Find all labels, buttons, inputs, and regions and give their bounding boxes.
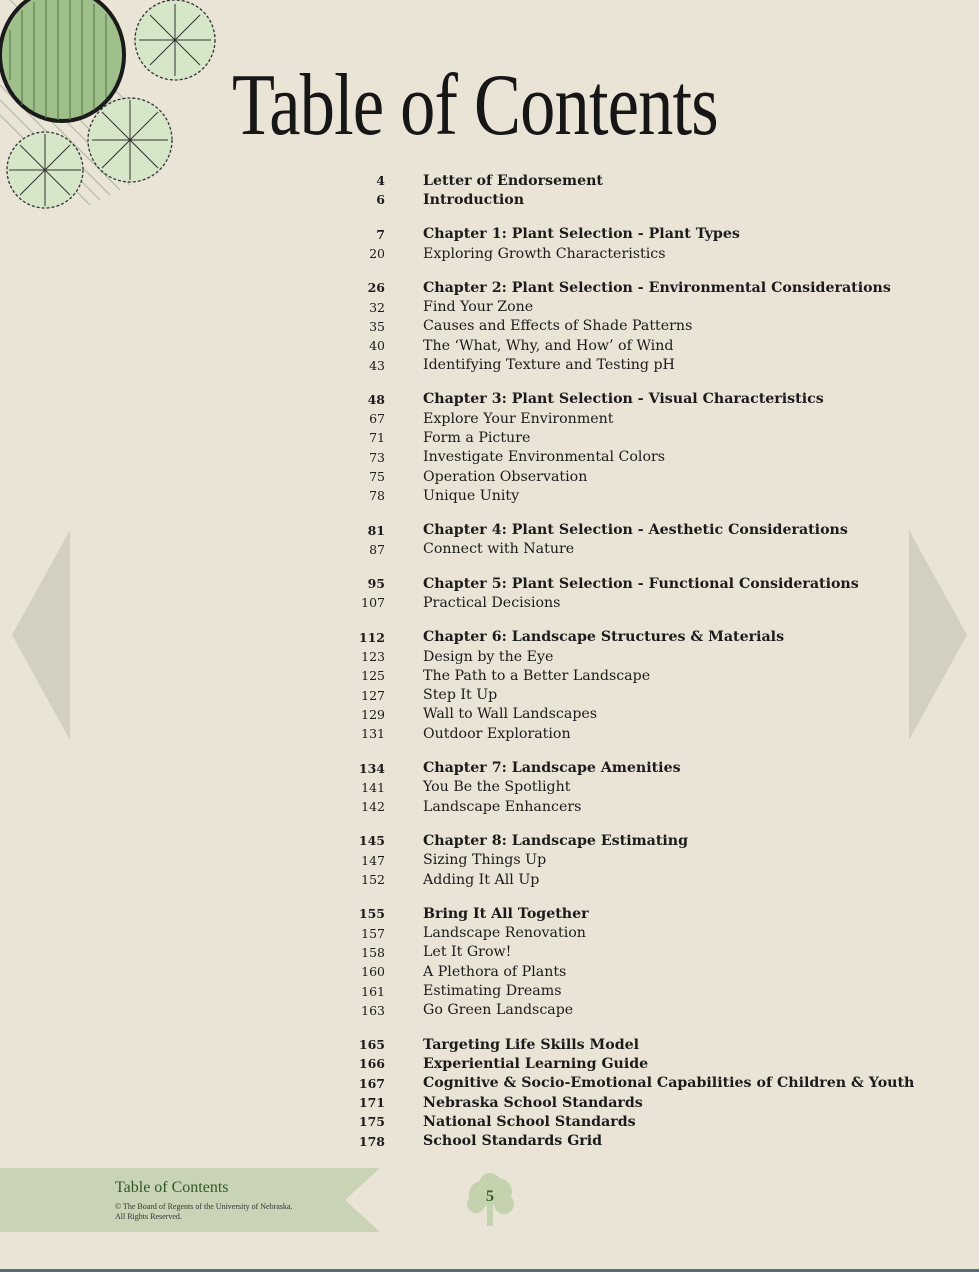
toc-heading-row[interactable] [340,390,960,409]
toc-entry-label: Chapter 4: Plant Selection - Aesthetic Considerations [423,522,848,539]
toc-page-number: 161 [361,983,385,999]
toc-entry-label: Cognitive & Socio-Emotional Capabilities of Children & Youth [423,1075,915,1092]
toc-entry-row[interactable] [340,943,960,962]
toc-page-number: 171 [358,1095,385,1111]
page-number: 5 [486,1188,494,1205]
toc-entry-label: Causes and Effects of Shade Patterns [423,318,693,335]
toc-entry-label: Sizing Things Up [423,852,547,869]
table-of-contents-list [340,171,960,1166]
toc-entry-row[interactable] [340,778,960,797]
toc-page-number: 158 [361,944,385,960]
copyright-line: © The Board of Regents of the University of Nebraska. [115,1202,293,1211]
toc-entry-label: Practical Decisions [423,594,561,611]
toc-section [340,1035,960,1151]
toc-entry-row[interactable] [340,448,960,467]
toc-section [340,520,960,559]
toc-page-number: 160 [361,964,385,980]
toc-entry-label: Experiential Learning Guide [423,1055,649,1072]
toc-entry-row[interactable] [340,870,960,889]
toc-page-number: 163 [361,1002,385,1018]
toc-heading-row[interactable] [340,1074,960,1093]
toc-entry-label: Explore Your Environment [423,410,614,427]
toc-entry-label: Connect with Nature [423,541,575,558]
toc-heading-row[interactable] [340,1093,960,1112]
toc-entry-label: National School Standards [423,1113,636,1130]
toc-entry-label: Chapter 1: Plant Selection - Plant Types [423,226,740,243]
toc-page-number: 147 [361,852,385,868]
toc-page-number: 71 [369,430,385,446]
toc-entry-label: A Plethora of Plants [423,963,567,980]
toc-heading-row[interactable] [340,1035,960,1054]
toc-entry-row[interactable] [340,981,960,1000]
toc-entry-label: Letter of Endorsement [423,172,603,189]
footer-ribbon [0,1168,380,1232]
toc-entry-label: Find Your Zone [423,299,534,316]
toc-heading-row[interactable] [340,574,960,593]
toc-entry-row[interactable] [340,647,960,666]
toc-page-number: 157 [361,925,385,941]
toc-heading-row[interactable] [340,1054,960,1073]
toc-page-number: 35 [369,318,385,334]
toc-heading-row[interactable] [340,171,960,190]
toc-section [340,278,960,374]
toc-entry-label: The ‘What, Why, and How’ of Wind [423,337,674,354]
toc-entry-label: Exploring Growth Characteristics [423,245,666,262]
toc-page-number: 175 [358,1114,385,1130]
toc-heading-row[interactable] [340,628,960,647]
toc-page-number: 6 [376,192,385,208]
toc-section [340,904,960,1020]
toc-page-number: 152 [361,872,385,888]
toc-entry-label: Targeting Life Skills Model [423,1036,640,1053]
toc-entry-label: Unique Unity [423,487,520,504]
toc-page-number: 73 [369,449,385,465]
toc-page-number: 87 [369,541,385,557]
toc-entry-row[interactable] [340,851,960,870]
toc-entry-label: Go Green Landscape [423,1002,574,1019]
toc-page-number: 20 [369,246,385,262]
toc-page-number: 145 [358,833,385,849]
toc-page-number: 129 [361,706,385,722]
toc-entry-label: Chapter 6: Landscape Structures & Materials [423,629,785,646]
toc-entry-label: Landscape Renovation [423,925,586,942]
toc-heading-row[interactable] [340,225,960,244]
toc-page-number: 131 [361,726,385,742]
toc-entry-label: Investigate Environmental Colors [423,449,666,466]
toc-section [340,831,960,889]
page-title: Table of Contents [232,57,718,154]
toc-entry-label: Step It Up [423,687,498,704]
toc-entry-row[interactable] [340,409,960,428]
toc-page-number: 32 [369,299,385,315]
toc-entry-label: The Path to a Better Landscape [423,667,651,684]
toc-section [340,390,960,506]
toc-entry-row[interactable] [340,428,960,447]
toc-entry-row[interactable] [340,797,960,816]
toc-page-number: 167 [358,1075,385,1091]
toc-entry-label: Nebraska School Standards [423,1094,643,1111]
toc-heading-row[interactable] [340,1131,960,1150]
toc-heading-row[interactable] [340,904,960,923]
toc-page-number: 75 [369,469,385,484]
toc-heading-row[interactable] [340,190,960,209]
toc-entry-label: Let It Grow! [423,944,512,961]
toc-entry-label: You Be the Spotlight [423,779,571,796]
tree-canopy-illustration-icon [0,0,230,230]
toc-page-number: 134 [358,760,385,776]
toc-entry-row[interactable] [340,686,960,705]
toc-entry-row[interactable] [340,1001,960,1020]
toc-entry-label: Estimating Dreams [423,983,562,1000]
toc-page-number: 166 [358,1056,385,1072]
toc-entry-row[interactable] [340,924,960,943]
toc-page-number: 67 [369,411,385,427]
toc-entry-row[interactable] [340,962,960,981]
toc-page-number: 123 [361,649,385,665]
toc-entry-row[interactable] [340,540,960,559]
toc-page-number: 78 [369,488,385,504]
toc-entry-label: Outdoor Exploration [423,725,571,742]
toc-entry-label: Chapter 3: Plant Selection - Visual Characteristics [423,391,824,408]
toc-entry-row[interactable] [340,317,960,336]
toc-entry-label: Wall to Wall Landscapes [423,706,598,723]
toc-page-number: 107 [361,595,385,611]
toc-entry-label: Operation Observation [423,468,588,485]
toc-entry-row[interactable] [340,467,960,486]
toc-page-number: 155 [358,906,385,922]
toc-page-number: 127 [361,687,385,703]
toc-page-number: 48 [367,391,385,407]
toc-page-number: 142 [361,799,385,815]
toc-entry-label: Identifying Texture and Testing pH [423,357,675,374]
toc-heading-row[interactable] [340,831,960,850]
toc-section [340,171,960,210]
copyright-line: All Rights Reserved. [115,1212,182,1221]
toc-section [340,758,960,816]
toc-entry-label: Chapter 5: Plant Selection - Functional Considerations [423,575,859,592]
toc-entry-label: Landscape Enhancers [423,798,582,815]
toc-entry-label: Introduction [423,191,525,208]
toc-page-number: 95 [367,576,385,592]
toc-entry-row[interactable] [340,244,960,263]
toc-entry-row[interactable] [340,297,960,316]
toc-section [340,225,960,264]
toc-entry-label: Design by the Eye [423,648,554,665]
toc-entry-row[interactable] [340,666,960,685]
toc-entry-row[interactable] [340,336,960,355]
toc-section [340,574,960,613]
toc-page-number: 165 [358,1037,385,1053]
toc-heading-row[interactable] [340,758,960,777]
toc-page-number: 112 [358,629,385,645]
toc-heading-row[interactable] [340,1112,960,1131]
toc-entry-label: Bring It All Together [423,905,589,922]
toc-entry-label: Form a Picture [423,429,531,446]
toc-entry-label: School Standards Grid [423,1133,603,1150]
toc-page-number: 4 [376,173,385,189]
toc-page-number: 40 [369,338,385,354]
toc-page-number: 7 [376,226,385,242]
toc-entry-row[interactable] [340,355,960,374]
toc-page-number: 125 [361,668,385,684]
toc-entry-label: Chapter 8: Landscape Estimating [423,832,688,849]
toc-page-number: 26 [367,280,385,296]
toc-entry-row[interactable] [340,486,960,505]
toc-entry-label: Chapter 7: Landscape Amenities [423,760,681,777]
toc-entry-label: Chapter 2: Plant Selection - Environmental Considerations [423,279,891,296]
next-page-arrow-icon[interactable] [907,530,967,740]
toc-entry-row[interactable] [340,724,960,743]
footer-title: Table of Contents [115,1179,229,1196]
toc-heading-row[interactable] [340,520,960,539]
toc-page-number: 43 [369,357,385,373]
footer-copyright [115,1202,335,1222]
toc-section [340,628,960,744]
previous-page-arrow-icon[interactable] [12,530,72,740]
toc-entry-label: Adding It All Up [423,871,540,888]
toc-page-number: 178 [358,1133,385,1149]
toc-page-number: 81 [367,522,385,538]
toc-entry-row[interactable] [340,705,960,724]
toc-heading-row[interactable] [340,278,960,297]
toc-entry-row[interactable] [340,593,960,612]
toc-page-number: 141 [361,779,385,795]
